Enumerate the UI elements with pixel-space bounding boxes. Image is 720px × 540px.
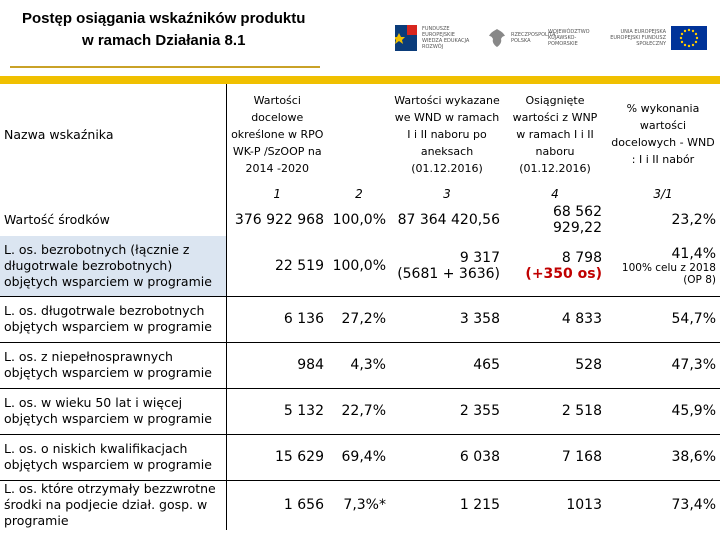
cell-share: 4,3%	[328, 342, 390, 388]
row-name: L. os. które otrzymały bezzwrotne środki na podjecie dział. gosp. w programie	[0, 480, 226, 530]
cell-share: 100,0%	[332, 212, 386, 228]
cell-percent	[606, 236, 720, 296]
col-header-share	[328, 84, 390, 184]
fe-stars-icon	[395, 25, 417, 51]
title-line-2: w ramach Działania 8.1	[82, 32, 246, 49]
ue-logo	[610, 18, 707, 58]
wnd-breakdown: (5681 + 3636)	[397, 265, 500, 282]
index-1: 1	[273, 187, 282, 201]
cell-wnp: 2 518	[504, 388, 606, 434]
cell-wnp: 68 562 929,22	[553, 204, 602, 236]
wnd-value: 9 317	[459, 249, 500, 266]
cell-wnd: 87 364 420,56	[397, 212, 500, 228]
slide-header	[0, 0, 720, 76]
cell-percent: 73,4%	[606, 480, 720, 530]
cell-wnd: 2 355	[390, 388, 504, 434]
cell-wnp: 7 168	[504, 434, 606, 480]
cell-wnp: 4 833	[504, 296, 606, 342]
cell-share: 7,3%*	[328, 480, 390, 530]
title-box	[10, 8, 320, 68]
eagle-emblem-icon	[488, 27, 506, 49]
cell-target: 22 519	[275, 257, 324, 274]
row-name: L. os. o niskich kwalifikacjach objętych wsparciem w programie	[0, 434, 226, 480]
table-header-row	[0, 84, 720, 184]
index-5: 3/1	[653, 187, 673, 201]
yellow-divider-bar	[0, 76, 720, 84]
cell-wnp: 1013	[504, 480, 606, 530]
percent-note: 100% celu z 2018	[621, 261, 716, 274]
table-index-row	[0, 184, 720, 204]
cell-share: 69,4%	[328, 434, 390, 480]
slide-title	[10, 8, 320, 52]
col-header-wnd: Wartości wykazane we WND w ramach I i II naboru po aneksach (01.12.2016)	[394, 93, 500, 175]
cell-percent: 23,2%	[671, 212, 716, 228]
eu-flag-icon	[671, 26, 707, 50]
cell-percent: 38,6%	[606, 434, 720, 480]
woj-logo-text: WOJEWÓDZTWO KUJAWSKO-POMORSKIE	[548, 29, 590, 47]
row-name: L. os. w wieku 50 lat i więcej objętych wsparciem w programie	[0, 388, 226, 434]
cell-target: 1 656	[226, 480, 328, 530]
cell-target: 984	[226, 342, 328, 388]
cell-wnd: 1 215	[390, 480, 504, 530]
col-header-target: Wartości docelowe określone w RPO WK-P /SzOOP na 2014 -2020	[231, 93, 324, 175]
row-name: L. os. z niepełnosprawnych objętych wsparciem w programie	[0, 342, 226, 388]
cell-wnd: 3 358	[390, 296, 504, 342]
table-row	[0, 296, 720, 342]
wnp-value: 8 798	[561, 249, 602, 266]
index-3: 3	[443, 187, 451, 201]
cell-wnp	[504, 236, 606, 296]
table-row	[0, 342, 720, 388]
cell-share: 27,2%	[328, 296, 390, 342]
index-4: 4	[551, 187, 559, 201]
col-header-percent: % wykonania wartości docelowych - WND : I i II nabór	[611, 102, 715, 166]
col-header-wnp: Osiągnięte wartości z WNP w ramach I i II naboru (01.12.2016)	[512, 93, 598, 175]
percent-note-op: (OP 8)	[683, 273, 716, 286]
table-row	[0, 434, 720, 480]
table-row	[0, 204, 720, 236]
ue-logo-text: UNIA EUROPEJSKA EUROPEJSKI FUNDUSZ SPOŁECZNY	[610, 29, 666, 47]
cell-wnd: 6 038	[390, 434, 504, 480]
indicator-table	[0, 84, 720, 530]
row-name: L. os. bezrobotnych (łącznie z długotrwale bezrobotnych) objętych wsparciem w programie	[0, 236, 226, 296]
rp-logo-text: RZECZPOSPOLITA POLSKA	[511, 32, 556, 44]
cell-target: 5 132	[226, 388, 328, 434]
cell-target: 376 922 968	[234, 212, 324, 228]
percent-value: 41,4%	[671, 245, 716, 262]
cell-wnp: 528	[504, 342, 606, 388]
wojewodztwo-logo	[548, 18, 606, 58]
cell-share: 100,0%	[332, 257, 386, 274]
fundusze-europejskie-logo	[395, 18, 476, 58]
row-name: L. os. długotrwale bezrobotnych objętych wsparciem w programie	[0, 296, 226, 342]
cell-target: 15 629	[226, 434, 328, 480]
col-header-name: Nazwa wskaźnika	[0, 84, 226, 184]
table-row	[0, 480, 720, 530]
fe-logo-text: FUNDUSZE EUROPEJSKIE WIEDZA EDUKACJA ROZWÓJ	[422, 26, 470, 50]
cell-wnd: 465	[390, 342, 504, 388]
index-2: 2	[355, 187, 363, 201]
index-blank	[0, 184, 226, 204]
cell-percent: 45,9%	[606, 388, 720, 434]
cell-share: 22,7%	[328, 388, 390, 434]
wnp-increase: (+350 os)	[525, 265, 602, 282]
table-row	[0, 236, 720, 296]
cell-percent: 47,3%	[606, 342, 720, 388]
cell-wnd	[390, 236, 504, 296]
title-line-1: Postęp osiągania wskaźników produktu	[22, 10, 306, 27]
cell-target: 6 136	[226, 296, 328, 342]
row-name: Wartość środków	[0, 204, 226, 236]
cell-percent: 54,7%	[606, 296, 720, 342]
table-row	[0, 388, 720, 434]
